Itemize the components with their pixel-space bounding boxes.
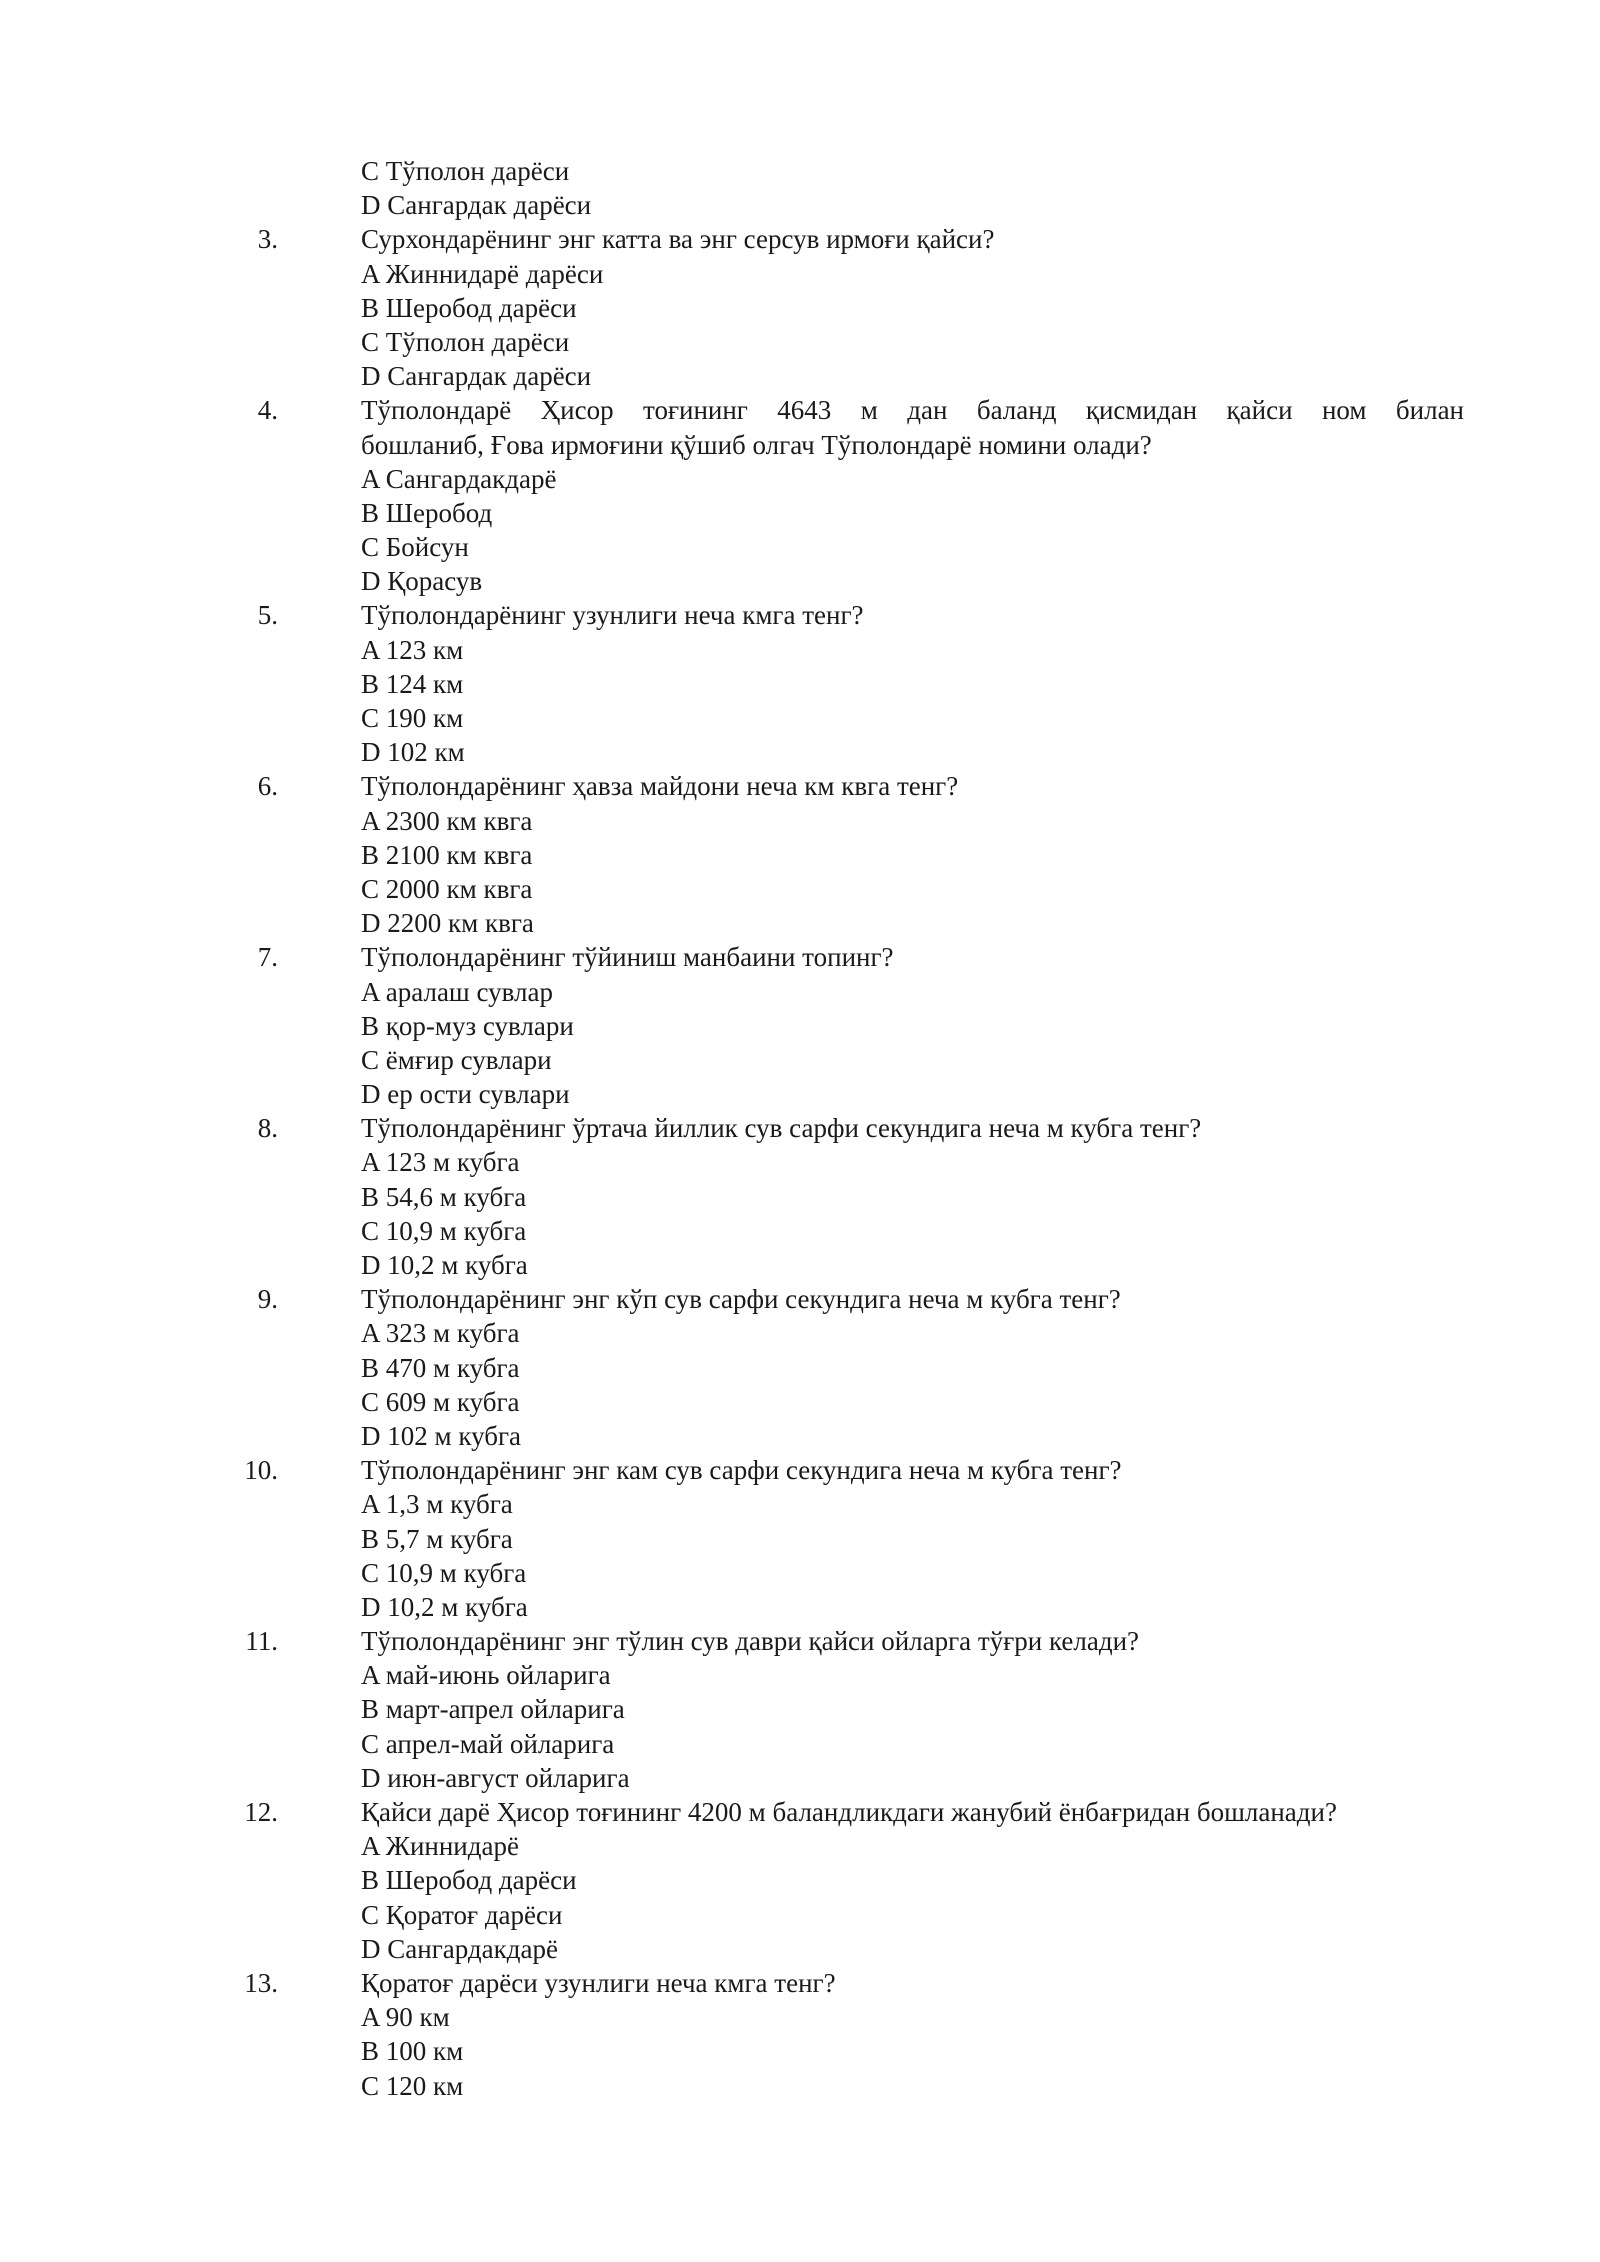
answer-option-text: C апрел-май ойларига [361,1728,615,1759]
question-row [0,1111,1600,1145]
answer-option-text: A 1,3 м кубга [361,1489,513,1520]
question-number: 12. [244,1797,278,1827]
question-text: Тўполондарёнинг энг кам сув сарфи секундига неча м кубга тенг? [361,1455,1122,1486]
answer-option-text: A 2300 км квга [361,805,533,836]
answer-option-text: A Жиннидарё [361,1831,519,1862]
document-page [0,154,1600,2103]
answer-option-row [0,838,1600,872]
answer-option-row [0,1863,1600,1897]
question-row [0,1624,1600,1658]
question-number: 7. [257,942,278,973]
answer-option-row [0,1556,1600,1590]
answer-option-row [0,1043,1600,1077]
question-number: 9. [257,1284,278,1315]
answer-option-row [0,1590,1600,1624]
answer-option-text: C 609 м кубга [361,1386,520,1417]
answer-option-text: D 2200 км квга [361,908,534,939]
answer-option-text: C 10,9 м кубга [361,1557,527,1588]
question-row [0,1795,1600,1829]
question-row [0,1453,1600,1487]
answer-option-row [0,325,1600,359]
answer-option-text: C 10,9 м кубга [361,1215,527,1246]
answer-option-row [0,1214,1600,1248]
question-row [0,222,1600,256]
answer-option-row [0,1692,1600,1726]
answer-option-text: A май-июнь ойларига [361,1660,611,1691]
question-row [0,940,1600,974]
answer-option-text: D Сангардак дарёси [361,190,592,221]
answer-option-text: A 323 м кубга [361,1318,520,1349]
answer-option-row [0,906,1600,940]
question-text: Тўполондарёнинг узунлиги неча кмга тенг? [361,600,864,631]
question-row [0,393,1600,427]
answer-option-text: B қор-муз сувлари [361,1010,574,1041]
answer-option-row [0,1761,1600,1795]
question-number: 5. [257,600,278,631]
answer-option-text: D июн-август ойларига [361,1762,630,1793]
question-row [0,598,1600,632]
answer-option-row [0,701,1600,735]
question-text: Сурхондарёнинг энг катта ва энг серсув ирмоғи қайси? [361,224,995,255]
answer-option-text: C 120 км [361,2070,464,2101]
answer-option-row [0,2069,1600,2103]
answer-option-row [0,564,1600,598]
answer-option-text: C Бойсун [361,532,469,563]
answer-option-text: B 2100 км квга [361,839,533,870]
answer-option-text: B 5,7 м кубга [361,1523,513,1554]
answer-option-text: D 10,2 м кубга [361,1250,528,1280]
answer-option-text: C Тўполон дарёси [361,326,570,357]
answer-option-row [0,804,1600,838]
answer-option-text: B Шеробод дарёси [361,1865,577,1896]
answer-option-row [0,257,1600,291]
question-text: Қоратоғ дарёси узунлиги неча кмга тенг? [361,1967,836,1998]
answer-option-row [0,1248,1600,1282]
answer-option-row [0,530,1600,564]
answer-option-text: A аралаш сувлар [361,976,553,1007]
question-text: Тўполондарёнинг ўртача йиллик сув сарфи секундига неча м кубга тенг? [361,1113,1202,1144]
question-number: 13. [244,1967,278,1998]
answer-option-text: C 2000 км квга [361,873,533,904]
answer-option-row [0,1658,1600,1692]
question-text: Тўполондарё Ҳисор тоғининг 4643 м дан баланд қисмидан қайси ном билан [361,395,1464,426]
question-text: Тўполондарёнинг тўйиниш манбаини топинг? [361,942,894,973]
answer-option-row [0,496,1600,530]
answer-option-text: A Жиннидарё дарёси [361,258,604,289]
answer-option-row [0,359,1600,393]
answer-option-row [0,1385,1600,1419]
answer-option-text: B март-апрел ойларига [361,1694,625,1725]
question-number: 6. [257,771,278,802]
answer-option-row [0,428,1600,462]
answer-option-row [0,2034,1600,2068]
answer-option-text: D Қорасув [361,566,483,597]
answer-option-text: C ёмғир сувлари [361,1044,552,1075]
question-row [0,1282,1600,1316]
question-row [0,769,1600,803]
answer-option-row [0,291,1600,325]
question-number: 11. [245,1626,278,1657]
question-number: 8. [257,1113,278,1144]
answer-option-text: D ер ости сувлари [361,1079,570,1110]
answer-option-text: B 470 м кубга [361,1352,520,1383]
question-text: Тўполондарёнинг энг тўлин сув даври қайси ойларга тўғри келади? [361,1626,1140,1657]
answer-option-text: B 100 км [361,2036,464,2067]
answer-option-row [0,667,1600,701]
question-text: Тўполондарёнинг энг кўп сув сарфи секундига неча м кубга тенг? [361,1284,1121,1315]
answer-option-row [0,1898,1600,1932]
answer-option-row [0,633,1600,667]
answer-option-text: C Тўполон дарёси [361,156,570,186]
answer-option-row [0,1077,1600,1111]
answer-option-text: B 54,6 м кубга [361,1181,527,1212]
answer-option-row [0,975,1600,1009]
answer-option-row [0,1351,1600,1385]
answer-option-text: D 102 м кубга [361,1420,522,1451]
question-text: Қайси дарё Ҳисор тоғининг 4200 м баландликдаги жанубий ёнбағридан бошланади? [361,1797,1337,1827]
answer-option-text: D Сангардакдарё [361,1933,558,1964]
answer-option-text: A Сангардакдарё [361,463,557,494]
answer-option-text: B 124 км [361,668,464,699]
answer-option-text: B Шеробод [361,497,493,528]
answer-option-row [0,1932,1600,1966]
question-number: 4. [257,395,278,426]
answer-option-row [0,1829,1600,1863]
answer-option-text: A 90 км [361,2002,450,2033]
answer-option-row [0,462,1600,496]
answer-option-text: D 102 км [361,737,465,768]
answer-option-row [0,1727,1600,1761]
answer-option-text: B Шеробод дарёси [361,292,577,323]
answer-option-row [0,1419,1600,1453]
answer-option-text: D Сангардак дарёси [361,361,592,392]
answer-option-row [0,1009,1600,1043]
answer-option-row [0,188,1600,222]
question-text: Тўполондарёнинг ҳавза майдони неча км квга тенг? [361,771,959,802]
answer-option-row [0,1145,1600,1179]
answer-option-text: C Қоратоғ дарёси [361,1899,563,1930]
answer-option-row [0,1522,1600,1556]
answer-option-row [0,154,1600,188]
answer-option-text: A 123 км [361,634,464,665]
answer-option-row [0,872,1600,906]
answer-option-text: A 123 м кубга [361,1147,520,1178]
question-number: 10. [244,1455,278,1486]
answer-option-text: бошланиб, Ғова ирмоғини қўшиб олгач Тўполондарё номини олади? [361,429,1152,460]
answer-option-row [0,1316,1600,1350]
answer-option-row [0,1180,1600,1214]
answer-option-text: D 10,2 м кубга [361,1591,528,1622]
answer-option-text: C 190 км [361,703,464,733]
answer-option-row [0,735,1600,769]
question-row [0,1966,1600,2000]
question-number: 3. [257,224,278,255]
answer-option-row [0,1487,1600,1521]
answer-option-row [0,2000,1600,2034]
